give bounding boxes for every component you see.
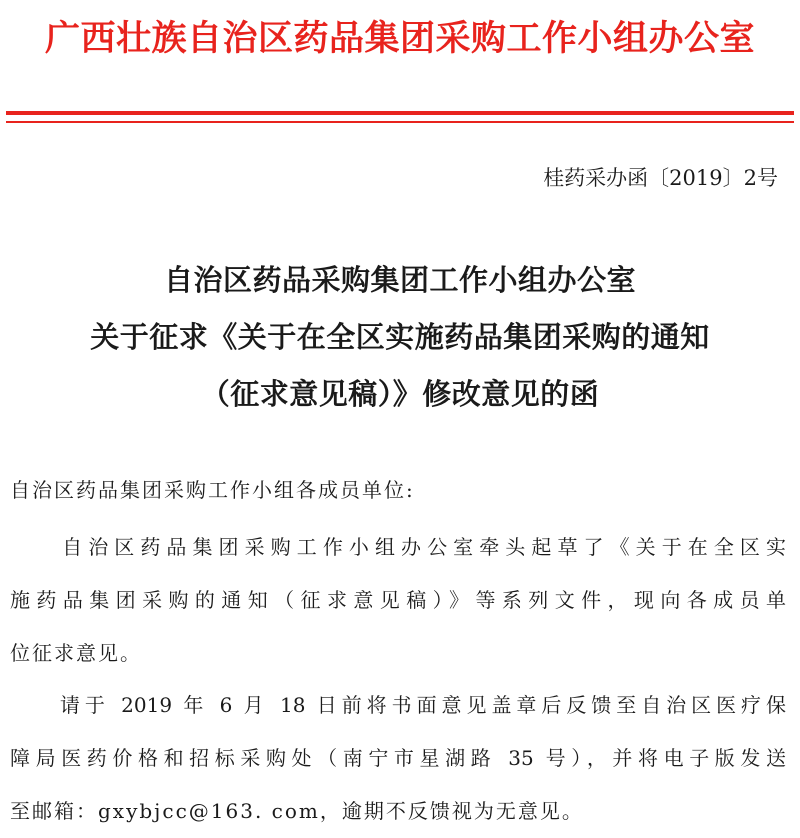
title-line: 关于征求《关于在全区实施药品集团采购的通知 [90, 320, 710, 354]
letterhead-thick-rule [6, 111, 794, 115]
paragraph-line: 至邮箱：gxybjcc@163. com，逾期不反馈视为无意见。 [10, 799, 584, 823]
organization-letterhead-title: 广西壮族自治区药品集团采购工作小组办公室 [44, 18, 755, 59]
body-paragraph [10, 521, 786, 680]
paragraph-line: 位征求意见。 [10, 641, 142, 665]
paragraph-line: 障局医药价格和招标采购处（南宁市星湖路 35 号），并将电子版发送 [10, 746, 786, 770]
document-title [0, 252, 800, 423]
document-number: 桂药采办函〔2019〕2号 [543, 166, 778, 190]
letterhead-thin-rule [6, 121, 794, 123]
paragraph-line: 请于 2019 年 6 月 18 日前将书面意见盖章后反馈至自治区医疗保 [10, 693, 786, 717]
salutation: 自治区药品集团采购工作小组各成员单位: [10, 478, 415, 502]
title-line: 自治区药品采购集团工作小组办公室 [163, 263, 636, 297]
body-paragraph [10, 679, 786, 838]
title-line: （征求意见稿）》修改意见的函 [200, 377, 600, 411]
paragraph-line: 自治区药品集团采购工作小组办公室牵头起草了《关于在全区实 [10, 535, 786, 559]
paragraph-line: 施药品集团采购的通知（征求意见稿）》等系列文件，现向各成员单 [10, 588, 786, 612]
